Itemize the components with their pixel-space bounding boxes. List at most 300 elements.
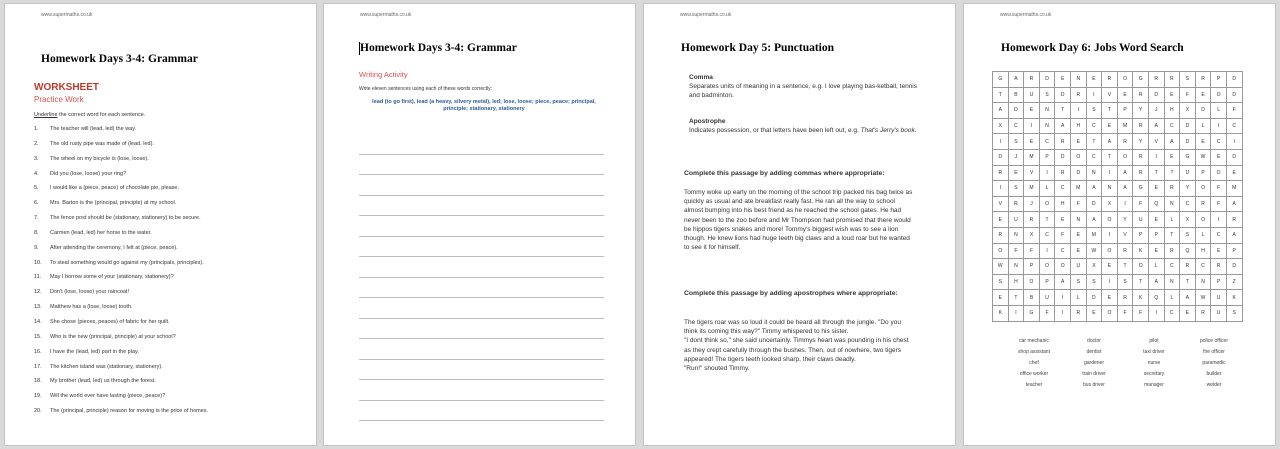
grid-cell[interactable]: V (1102, 87, 1118, 103)
grid-cell[interactable]: R (1055, 165, 1071, 181)
grid-cell[interactable]: E (1086, 72, 1102, 88)
grid-cell[interactable]: I (1055, 305, 1071, 321)
grid-cell[interactable]: O (1211, 165, 1227, 181)
grid-cell[interactable]: R (1117, 134, 1133, 150)
grid-cell[interactable]: E (1102, 118, 1118, 134)
grid-cell[interactable]: O (1039, 259, 1055, 275)
word-bank-item: builder (1206, 371, 1222, 377)
question-list (34, 126, 304, 423)
grid-cell[interactable]: C (1164, 259, 1180, 275)
grid-cell[interactable]: C (1039, 134, 1055, 150)
grid-cell[interactable]: N (1070, 72, 1086, 88)
grid-cell[interactable]: D (993, 149, 1009, 165)
grid-cell[interactable]: O (1195, 181, 1211, 197)
question-number: 15. (34, 333, 42, 340)
grid-cell[interactable]: P (1226, 243, 1242, 259)
grid-row (993, 259, 1243, 275)
grid-cell[interactable]: E (1148, 181, 1164, 197)
grid-cell[interactable]: E (1070, 243, 1086, 259)
grid-cell[interactable]: O (1102, 243, 1118, 259)
grid-cell[interactable]: M (1024, 149, 1040, 165)
grid-cell[interactable]: E (1180, 305, 1196, 321)
grid-cell[interactable]: A (1008, 72, 1024, 88)
grid-cell[interactable]: C (1180, 196, 1196, 212)
grid-cell[interactable]: A (1055, 274, 1071, 290)
grid-cell[interactable]: A (993, 103, 1009, 119)
grid-cell[interactable]: R (1024, 212, 1040, 228)
grid-cell[interactable]: P (1039, 149, 1055, 165)
grid-cell[interactable]: U (1133, 212, 1149, 228)
grid-cell[interactable]: L (1195, 118, 1211, 134)
grid-cell[interactable]: F (1133, 196, 1149, 212)
grid-cell[interactable]: F (1180, 87, 1196, 103)
grid-cell[interactable]: S (1039, 87, 1055, 103)
grid-cell[interactable]: N (1070, 212, 1086, 228)
grid-cell[interactable]: E (1102, 259, 1118, 275)
grid-cell[interactable]: P (1117, 103, 1133, 119)
grid-cell[interactable]: T (1086, 134, 1102, 150)
grid-cell[interactable]: O (1133, 259, 1149, 275)
grid-cell[interactable]: T (1133, 274, 1149, 290)
grid-cell[interactable]: S (1226, 305, 1242, 321)
grid-cell[interactable]: S (1180, 227, 1196, 243)
grid-cell[interactable]: N (1164, 196, 1180, 212)
word-bank-item: pilot (1149, 338, 1159, 344)
grid-cell[interactable]: E (1164, 87, 1180, 103)
instruction-underlined: Underline (34, 112, 58, 118)
grid-cell[interactable]: J (1024, 196, 1040, 212)
grid-cell[interactable]: Y (1133, 103, 1149, 119)
grid-cell[interactable]: N (1039, 118, 1055, 134)
grid-cell[interactable]: L (1195, 227, 1211, 243)
question-number: 9. (34, 244, 39, 251)
grid-cell[interactable]: C (1039, 227, 1055, 243)
grid-cell[interactable]: Z (1226, 274, 1242, 290)
grid-cell[interactable]: T (1039, 212, 1055, 228)
word-bank-item: doctor (1087, 338, 1101, 344)
grid-cell[interactable]: A (1055, 118, 1071, 134)
worksheet-page-4 (963, 3, 1276, 446)
apostrophe-definition-text: Indicates possession, or that letters have been left out, e.g. (689, 127, 861, 134)
grid-cell[interactable]: C (1086, 149, 1102, 165)
instruction-rest: the correct word for each sentence. (57, 112, 146, 118)
grid-cell[interactable]: V (1148, 134, 1164, 150)
grid-cell[interactable]: D (1180, 134, 1196, 150)
grid-cell[interactable]: D (1226, 72, 1242, 88)
grid-cell[interactable]: G (1133, 181, 1149, 197)
grid-cell[interactable]: W (1086, 243, 1102, 259)
grid-cell[interactable]: F (1226, 103, 1242, 119)
grid-cell[interactable]: F (1070, 196, 1086, 212)
grid-cell[interactable]: S (1086, 274, 1102, 290)
grid-cell[interactable]: E (1086, 305, 1102, 321)
grid-cell[interactable]: Y (1117, 212, 1133, 228)
grid-cell[interactable]: L (1148, 259, 1164, 275)
grid-cell[interactable]: E (1070, 227, 1086, 243)
grid-cell[interactable]: M (1070, 181, 1086, 197)
grid-cell[interactable]: A (1117, 181, 1133, 197)
grid-cell[interactable]: E (1195, 134, 1211, 150)
grid-cell[interactable]: A (1086, 181, 1102, 197)
grid-cell[interactable]: O (993, 243, 1009, 259)
question-item (34, 349, 304, 364)
grid-cell[interactable]: L (1211, 103, 1227, 119)
grid-cell[interactable]: E (1148, 243, 1164, 259)
question-item (34, 200, 304, 215)
grid-cell[interactable]: P (1024, 259, 1040, 275)
grid-cell[interactable]: R (993, 227, 1009, 243)
grid-cell[interactable]: N (1102, 181, 1118, 197)
grid-cell[interactable]: K (1133, 290, 1149, 306)
question-item (34, 141, 304, 156)
grid-cell[interactable]: N (1039, 103, 1055, 119)
grid-cell[interactable]: H (1195, 243, 1211, 259)
grid-cell[interactable]: T (1164, 227, 1180, 243)
grid-cell[interactable]: U (1008, 212, 1024, 228)
grid-cell[interactable]: C (1055, 243, 1071, 259)
grid-cell[interactable]: H (1055, 196, 1071, 212)
grid-cell[interactable]: R (1195, 72, 1211, 88)
grid-cell[interactable]: I (1148, 305, 1164, 321)
grid-cell[interactable]: S (1180, 72, 1196, 88)
grid-cell[interactable]: R (1024, 72, 1040, 88)
grid-cell[interactable]: F (1211, 181, 1227, 197)
grid-cell[interactable]: I (993, 134, 1009, 150)
grid-cell[interactable]: C (1226, 118, 1242, 134)
grid-cell[interactable]: Q (1148, 290, 1164, 306)
grid-cell[interactable]: D (1055, 149, 1071, 165)
question-text: The teacher will (lead, led) the way. (50, 126, 137, 132)
word-list: lead (to go first), lead (a heavy, silvery metal), led; lose, loose; piece, peace; principal, principle; stationary, stationery (372, 99, 596, 112)
grid-cell[interactable]: E (1055, 212, 1071, 228)
grid-cell[interactable]: N (1164, 274, 1180, 290)
grid-cell[interactable]: U (1211, 290, 1227, 306)
grid-cell[interactable]: R (1180, 259, 1196, 275)
grid-cell[interactable]: D (1148, 87, 1164, 103)
apostrophes-passage (684, 318, 914, 373)
grid-cell[interactable]: I (1039, 243, 1055, 259)
grid-cell[interactable]: K (993, 305, 1009, 321)
grid-cell[interactable]: R (1133, 165, 1149, 181)
grid-cell[interactable]: S (1117, 274, 1133, 290)
grid-cell[interactable]: C (1195, 259, 1211, 275)
grid-cell[interactable]: X (1024, 227, 1040, 243)
grid-row (993, 181, 1243, 197)
grid-cell[interactable]: N (1008, 259, 1024, 275)
grid-cell[interactable]: L (1070, 290, 1086, 306)
grid-cell[interactable]: N (1008, 227, 1024, 243)
grid-cell[interactable]: Y (1180, 181, 1196, 197)
grid-cell[interactable]: D (1226, 87, 1242, 103)
grid-cell[interactable]: A (1226, 227, 1242, 243)
grid-cell[interactable]: I (1008, 305, 1024, 321)
question-number: 17. (34, 363, 42, 370)
grid-cell[interactable]: G (1133, 72, 1149, 88)
grid-cell[interactable]: P (1148, 227, 1164, 243)
grid-cell[interactable]: E (993, 212, 1009, 228)
question-number: 7. (34, 215, 39, 222)
grid-cell[interactable]: B (1008, 87, 1024, 103)
grid-cell[interactable]: X (1180, 103, 1196, 119)
grid-cell[interactable]: C (1008, 118, 1024, 134)
grid-cell[interactable]: O (1195, 212, 1211, 228)
grid-cell[interactable]: A (1086, 212, 1102, 228)
grid-cell[interactable]: P (1211, 72, 1227, 88)
grid-cell[interactable]: O (1024, 274, 1040, 290)
grid-cell[interactable]: A (1226, 196, 1242, 212)
grid-cell[interactable]: I (1024, 118, 1040, 134)
grid-cell[interactable]: R (1070, 87, 1086, 103)
grid-cell[interactable]: O (1102, 212, 1118, 228)
grid-cell[interactable]: T (1055, 103, 1071, 119)
grid-cell[interactable]: A (1117, 165, 1133, 181)
question-item (34, 245, 304, 260)
grid-cell[interactable]: I (1211, 118, 1227, 134)
grid-cell[interactable]: R (1070, 305, 1086, 321)
grid-cell[interactable]: T (1117, 259, 1133, 275)
grid-cell[interactable]: J (1148, 103, 1164, 119)
question-item (34, 260, 304, 275)
grid-cell[interactable]: O (1117, 72, 1133, 88)
grid-cell[interactable]: I (1211, 212, 1227, 228)
grid-row (993, 290, 1243, 306)
grid-cell[interactable]: M (1226, 181, 1242, 197)
grid-cell[interactable]: M (1086, 227, 1102, 243)
grid-cell[interactable]: I (1226, 134, 1242, 150)
grid-cell[interactable]: O (1039, 196, 1055, 212)
grid-cell[interactable]: P (1039, 274, 1055, 290)
grid-cell[interactable]: E (1055, 72, 1071, 88)
grid-cell[interactable]: T (1102, 149, 1118, 165)
grid-cell[interactable]: R (1055, 134, 1071, 150)
grid-cell[interactable]: C (1164, 305, 1180, 321)
grid-cell[interactable]: I (1086, 87, 1102, 103)
question-text: The kitchen island was (stationary, stationery). (50, 363, 163, 370)
grid-cell[interactable]: R (1008, 196, 1024, 212)
grid-cell[interactable]: R (1117, 290, 1133, 306)
grid-cell[interactable]: B (1024, 290, 1040, 306)
grid-cell[interactable]: E (1226, 165, 1242, 181)
comma-heading: Comma (689, 74, 713, 81)
grid-cell[interactable]: J (1008, 149, 1024, 165)
grid-cell[interactable]: E (1164, 149, 1180, 165)
grid-cell[interactable]: N (1195, 274, 1211, 290)
grid-cell[interactable]: T (1008, 290, 1024, 306)
grid-cell[interactable]: C (1211, 227, 1227, 243)
grid-cell[interactable]: C (1211, 134, 1227, 150)
grid-cell[interactable]: T (1180, 274, 1196, 290)
grid-cell[interactable]: L (1164, 290, 1180, 306)
grid-cell[interactable]: R (1133, 87, 1149, 103)
grid-row (993, 212, 1243, 228)
activity-heading: Writing Activity (359, 70, 408, 79)
grid-cell[interactable]: D (1226, 259, 1242, 275)
grid-cell[interactable]: U (1039, 290, 1055, 306)
grid-cell[interactable]: R (1164, 243, 1180, 259)
grid-cell[interactable]: A (1102, 134, 1118, 150)
grid-cell[interactable]: V (993, 196, 1009, 212)
grid-cell[interactable]: S (1070, 274, 1086, 290)
grid-cell[interactable]: P (1211, 274, 1227, 290)
grid-cell[interactable]: M (1117, 118, 1133, 134)
grid-cell[interactable]: D (1086, 290, 1102, 306)
question-text: Carmen (lead, led) her horse to the water. (50, 229, 152, 236)
grid-cell[interactable]: T (993, 87, 1009, 103)
apostrophe-definition (689, 126, 919, 135)
grid-cell[interactable]: I (1070, 103, 1086, 119)
grid-cell[interactable]: A (1180, 290, 1196, 306)
grid-cell[interactable]: E (1211, 243, 1227, 259)
grid-cell[interactable]: E (1102, 290, 1118, 306)
grid-cell[interactable]: X (1180, 212, 1196, 228)
grid-cell[interactable]: L (1164, 212, 1180, 228)
grid-cell[interactable]: F (1024, 243, 1040, 259)
grid-cell[interactable]: S (1086, 103, 1102, 119)
grid-cell[interactable]: R (1117, 243, 1133, 259)
grid-cell[interactable]: R (1164, 72, 1180, 88)
word-bank-item: gardener (1083, 360, 1104, 366)
grid-cell[interactable]: D (1055, 87, 1071, 103)
grid-cell[interactable]: R (1164, 181, 1180, 197)
grid-cell[interactable]: Q (1148, 196, 1164, 212)
grid-cell[interactable]: A (1148, 118, 1164, 134)
grid-cell[interactable]: S (1008, 181, 1024, 197)
question-text: The wheel on my bicycle is (lose, loose). (50, 155, 149, 162)
grid-cell[interactable]: D (1180, 118, 1196, 134)
grid-cell[interactable]: D (1086, 196, 1102, 212)
grid-cell[interactable]: U (1070, 259, 1086, 275)
question-text: The (principal, principle) reason for moving is the price of homes. (50, 408, 209, 415)
grid-cell[interactable]: H (1070, 118, 1086, 134)
grid-cell[interactable]: G (1180, 149, 1196, 165)
grid-cell[interactable]: ? (1164, 165, 1180, 181)
grid-cell[interactable]: R (993, 165, 1009, 181)
grid-cell[interactable]: M (1024, 181, 1040, 197)
grid-cell[interactable]: F (1133, 305, 1149, 321)
grid-cell[interactable]: U (1180, 165, 1196, 181)
grid-cell[interactable]: H (1008, 274, 1024, 290)
word-bank-item: teacher (1025, 382, 1043, 388)
worksheet-page-3 (643, 3, 956, 446)
grid-cell[interactable]: T (1102, 103, 1118, 119)
apostrophes-task: Complete this passage by adding apostrophes where appropriate: (684, 290, 898, 297)
grid-cell[interactable]: S (993, 274, 1009, 290)
word-bank-item: taxi driver (1143, 349, 1165, 355)
word-bank-row (1004, 371, 1244, 382)
grid-cell[interactable]: I (1117, 196, 1133, 212)
grid-cell[interactable]: S (1008, 134, 1024, 150)
grid-cell[interactable]: A (1148, 274, 1164, 290)
grid-cell[interactable]: I (1102, 227, 1118, 243)
grid-cell[interactable]: E (1024, 134, 1040, 150)
grid-cell[interactable]: O (1070, 149, 1086, 165)
grid-cell[interactable]: E (1148, 212, 1164, 228)
grid-cell[interactable]: U (1211, 305, 1227, 321)
grid-cell[interactable]: F (1055, 227, 1071, 243)
grid-cell[interactable]: D (1195, 103, 1211, 119)
grid-cell[interactable]: D (1008, 103, 1024, 119)
grid-cell[interactable]: O (1102, 305, 1118, 321)
grid-cell[interactable]: R (1102, 72, 1118, 88)
grid-cell[interactable]: R (1133, 118, 1149, 134)
grid-cell[interactable]: Q (1180, 243, 1196, 259)
grid-cell[interactable]: K (1226, 290, 1242, 306)
grid-cell[interactable]: P (1195, 165, 1211, 181)
worksheet-page-2 (323, 3, 636, 446)
grid-cell[interactable]: D (1070, 165, 1086, 181)
grid-cell[interactable]: E (1070, 134, 1086, 150)
grid-cell[interactable]: H (1164, 103, 1180, 119)
grid-cell[interactable]: X (1102, 196, 1118, 212)
grid-cell[interactable]: D (1226, 149, 1242, 165)
grid-cell[interactable]: C (1055, 181, 1071, 197)
grid-cell[interactable]: V (1024, 165, 1040, 181)
grid-cell[interactable]: T (1148, 165, 1164, 181)
grid-cell[interactable]: F (1039, 305, 1055, 321)
grid-cell[interactable]: L (1039, 181, 1055, 197)
grid-cell[interactable]: R (1148, 72, 1164, 88)
grid-cell[interactable]: W (1195, 149, 1211, 165)
grid-cell[interactable]: N (1086, 165, 1102, 181)
grid-cell[interactable]: X (1086, 259, 1102, 275)
grid-cell[interactable]: I (1055, 290, 1071, 306)
grid-cell[interactable]: G (993, 72, 1009, 88)
grid-cell[interactable]: D (1039, 72, 1055, 88)
grid-cell[interactable]: O (1211, 87, 1227, 103)
grid-cell[interactable]: R (1226, 212, 1242, 228)
grid-cell[interactable]: F (1117, 305, 1133, 321)
grid-cell[interactable]: I (1148, 149, 1164, 165)
grid-cell[interactable]: R (1211, 259, 1227, 275)
grid-cell[interactable]: O (1117, 149, 1133, 165)
grid-cell[interactable]: I (1039, 165, 1055, 181)
grid-cell[interactable]: E (1211, 149, 1227, 165)
commas-passage: Tommy woke up early on the morning of the school trip packed his bag twice as quickly as usual and ate breakfast really fast. He ran all the way to school almost bumping into his best friend as he reached the school gates. He had never been to the zoo before and Mr Thompson had promised that there would be hippos tigers snakes and more! Tommy's biggest wish was to see a lion though. He knew lions had huge teeth big claws and a loud roar but he wanted to see it for himself. (684, 189, 913, 252)
grid-cell[interactable]: A (1164, 134, 1180, 150)
grid-cell[interactable]: C (1164, 118, 1180, 134)
grid-cell[interactable]: O (1055, 259, 1071, 275)
question-text: Mrs. Barton is the (principal, principle) at my school. (50, 200, 177, 207)
grid-cell[interactable]: W (993, 259, 1009, 275)
site-url: www.supermaths.co.uk (1000, 12, 1052, 18)
grid-cell[interactable]: P (1133, 227, 1149, 243)
grid-cell[interactable]: C (1086, 118, 1102, 134)
grid-cell[interactable]: X (993, 118, 1009, 134)
grid-cell[interactable]: V (1117, 227, 1133, 243)
grid-cell[interactable]: G (1024, 305, 1040, 321)
grid-cell[interactable]: E (993, 290, 1009, 306)
grid-cell[interactable]: E (1024, 103, 1040, 119)
grid-cell[interactable]: E (1008, 165, 1024, 181)
passage-paragraph: "Run!" shouted Timmy. (684, 365, 750, 373)
grid-cell[interactable]: I (1102, 165, 1118, 181)
grid-cell[interactable]: F (1211, 196, 1227, 212)
grid-cell[interactable]: E (1117, 87, 1133, 103)
grid-cell[interactable]: W (1195, 290, 1211, 306)
grid-cell[interactable]: E (1195, 87, 1211, 103)
grid-cell[interactable]: R (1195, 196, 1211, 212)
word-bank-row (1004, 349, 1244, 360)
grid-cell[interactable]: R (1195, 305, 1211, 321)
grid-cell[interactable]: K (1133, 243, 1149, 259)
grid-cell[interactable]: I (993, 181, 1009, 197)
grid-cell[interactable]: I (1102, 274, 1118, 290)
question-number: 6. (34, 200, 39, 207)
grid-cell[interactable]: Y (1133, 134, 1149, 150)
grid-cell[interactable]: U (1024, 87, 1040, 103)
grid-cell[interactable]: R (1133, 149, 1149, 165)
grid-cell[interactable]: F (1008, 243, 1024, 259)
